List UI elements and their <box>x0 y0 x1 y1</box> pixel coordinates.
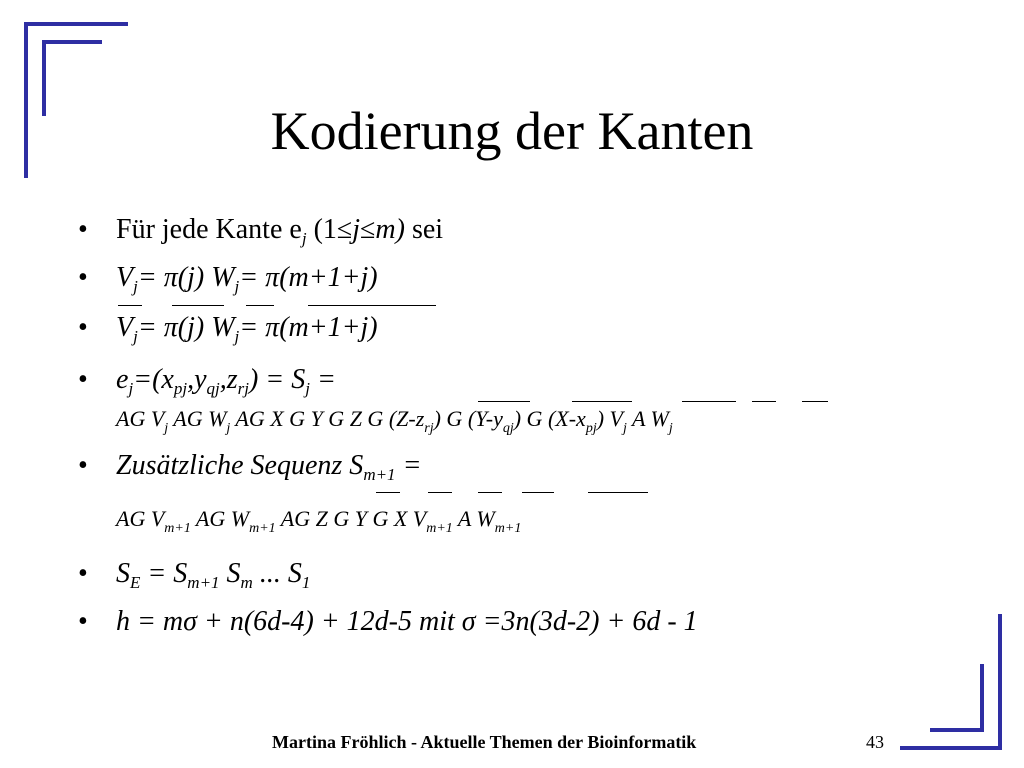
line8-a: S <box>116 558 130 589</box>
line3-v: V <box>116 312 134 343</box>
bullet-text-5-continuation <box>116 506 521 542</box>
page-number: 43 <box>866 732 884 752</box>
line7-b-sub: m+1 <box>249 521 276 536</box>
line2-eq2: = π(m+1+j) <box>239 262 378 293</box>
line1-a-sub: j <box>301 229 307 248</box>
line9-a: h = mσ + n(6d-4) + 12d-5 mit σ =3n(3d-2) + 6d - 1 <box>116 606 698 637</box>
top-left-bracket-inner-h <box>42 40 102 44</box>
bullet-text-5 <box>116 450 421 491</box>
line6-a-sub: m+1 <box>363 465 396 484</box>
line5-c-sub: rj <box>424 421 434 436</box>
bullet-5: • <box>78 450 88 481</box>
overbar-v <box>118 305 142 306</box>
line1-e: ≤ <box>360 214 376 245</box>
bottom-right-bracket-outer-v <box>998 614 1002 750</box>
bullet-text-4 <box>116 364 336 405</box>
overbar-z2 <box>376 492 400 493</box>
line8-d-sub: 1 <box>301 573 311 592</box>
bullet-text-7 <box>116 606 698 638</box>
line4-e-sub: j <box>305 379 310 398</box>
line5-d-sub: qj <box>502 421 514 436</box>
line3-eq2: = π(m+1+j) <box>239 312 378 343</box>
line8-b-sub: m+1 <box>187 573 220 592</box>
line6-b: = <box>395 450 422 481</box>
line3-w-sub: j <box>234 327 240 346</box>
line4-c: ,y <box>187 364 207 395</box>
bullet-3: • <box>78 312 88 343</box>
line4-a-sub: j <box>128 379 134 398</box>
bullet-text-4-continuation <box>116 406 673 442</box>
line5-f: ) V <box>596 406 623 431</box>
line1-f: m) <box>375 214 405 245</box>
bullet-text-6 <box>116 558 310 599</box>
overbar-y <box>572 401 632 402</box>
top-left-bracket-outer-h <box>24 22 128 26</box>
line7-b: AG W <box>190 506 250 531</box>
line7-d: A W <box>452 506 495 531</box>
bullet-text-2 <box>116 262 378 303</box>
line4-b: =(x <box>133 364 174 395</box>
footer-text: Martina Fröhlich - Aktuelle Themen der Bioinformatik <box>272 732 697 752</box>
overbar-pi-j <box>172 305 224 306</box>
line1-b: (1 <box>306 214 337 245</box>
overbar-y2 <box>478 492 502 493</box>
line4-e: ) = S <box>248 364 306 395</box>
line5-g-sub: j <box>668 421 673 436</box>
overbar-wj <box>802 401 828 402</box>
overbar-gx <box>522 492 554 493</box>
line3-v-sub: j <box>133 327 138 346</box>
bullet-4: • <box>78 364 88 395</box>
bullet-1: • <box>78 214 88 245</box>
line4-d-sub: rj <box>237 379 249 398</box>
line4-d: ,z <box>219 364 238 395</box>
bullet-6: • <box>78 558 88 589</box>
line6-a: Zusätzliche Sequenz S <box>116 450 364 481</box>
overbar-pi-m <box>308 305 436 306</box>
line4-f: = <box>309 364 336 395</box>
overbar-wm <box>588 492 648 493</box>
line3-eq1: = π(j) W <box>137 312 235 343</box>
line7-a-sub: m+1 <box>164 521 191 536</box>
bottom-right-bracket-inner-h <box>930 728 984 732</box>
line5-c: AG X G Y G Z G (Z-z <box>230 406 425 431</box>
line7-c: AG Z G Y G X V <box>275 506 427 531</box>
line5-e: ) G (X-x <box>513 406 586 431</box>
line4-c-sub: qj <box>206 379 220 398</box>
line4-b-sub: pj <box>173 379 188 398</box>
line5-b: AG W <box>168 406 227 431</box>
bullet-text-3 <box>116 312 378 353</box>
line2-eq1: = π(j) W <box>137 262 235 293</box>
bullet-7: • <box>78 606 88 637</box>
bullet-2: • <box>78 262 88 293</box>
line5-a-sub: j <box>164 421 169 436</box>
bottom-right-bracket-outer-h <box>900 746 1002 750</box>
overbar-g1 <box>428 492 452 493</box>
line4-a: e <box>116 364 129 395</box>
bullet-text-1 <box>116 214 443 255</box>
line5-f-sub: j <box>622 421 627 436</box>
line1-c: ≤ <box>336 214 353 245</box>
overbar-x <box>682 401 736 402</box>
line1-g: sei <box>404 214 444 245</box>
line8-c-sub: m <box>240 573 253 592</box>
line5-a: AG V <box>116 406 165 431</box>
line7-a: AG V <box>116 506 165 531</box>
line5-e-sub: pj <box>585 421 597 436</box>
line2-v: V <box>116 262 134 293</box>
overbar-w <box>246 305 274 306</box>
bottom-right-bracket-inner-v <box>980 664 984 732</box>
line8-b: = S <box>140 558 188 589</box>
line1-d: j <box>352 214 361 245</box>
line2-w-sub: j <box>234 277 240 296</box>
line7-c-sub: m+1 <box>426 521 453 536</box>
line5-b-sub: j <box>226 421 231 436</box>
line8-d: ... S <box>252 558 302 589</box>
overbar-vj <box>752 401 776 402</box>
line8-a-sub: E <box>130 573 141 592</box>
slide-title: Kodierung der Kanten <box>270 101 754 161</box>
line2-v-sub: j <box>133 277 138 296</box>
line7-d-sub: m+1 <box>494 521 522 536</box>
line5-d: ) G (Y-y <box>433 406 503 431</box>
overbar-z <box>478 401 530 402</box>
line1-a: Für jede Kante e <box>116 214 302 245</box>
line8-c: S <box>219 558 241 589</box>
line5-g: A W <box>626 406 669 431</box>
